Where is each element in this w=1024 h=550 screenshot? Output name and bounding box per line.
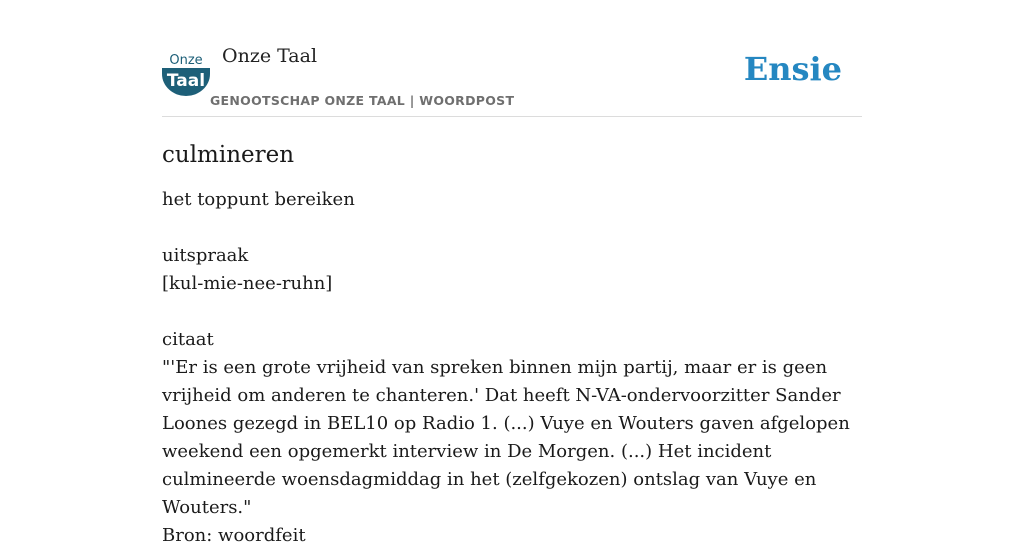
entry-body bbox=[162, 186, 872, 550]
entry-content bbox=[162, 136, 872, 550]
logo-text-bottom: Taal bbox=[166, 71, 206, 91]
pronunciation-label: uitspraak bbox=[162, 245, 249, 266]
definition-text: het toppunt bereiken bbox=[162, 189, 355, 210]
ensie-brand-link[interactable]: Ensie bbox=[743, 50, 842, 88]
site-subline: GENOOTSCHAP ONZE TAAL | WOORDPOST bbox=[210, 93, 515, 108]
quote-text: "'Er is een grote vrijheid van spreken binnen mijn partij, maar er is geen vrijheid om anderen te chanteren.' Dat heeft N-VA-ondervoorzitter Sander Loones gezegd in BEL10 op Radio 1. (...) Vuye en Wouters gaven afgelopen weekend een opgemerkt interview in De Morgen. (...) Het incident culmineerde woensdagmiddag in het (zelfgekozen) ontslag van Vuye en Wouters." bbox=[162, 357, 850, 518]
onze-taal-logo[interactable] bbox=[162, 50, 210, 96]
site-header bbox=[162, 0, 862, 117]
site-name-link[interactable]: Onze Taal bbox=[222, 45, 318, 67]
logo-icon bbox=[162, 50, 210, 96]
quote-label: citaat bbox=[162, 329, 214, 350]
logo-text-top: Onze bbox=[169, 53, 203, 68]
pronunciation-text: [kul-mie-nee-ruhn] bbox=[162, 273, 333, 294]
spacer bbox=[162, 214, 872, 242]
page-title: culmineren bbox=[162, 142, 295, 168]
source-text: Bron: woordfeit bbox=[162, 525, 306, 546]
spacer bbox=[162, 298, 872, 326]
